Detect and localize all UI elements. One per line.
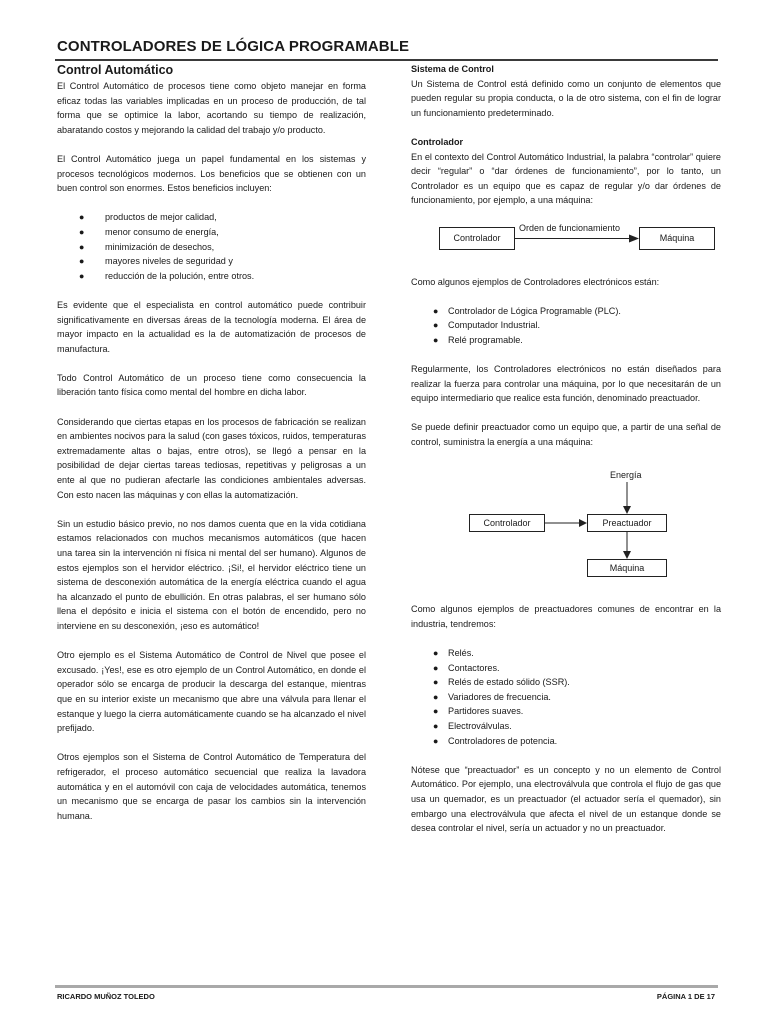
- bullet-icon: ●: [433, 691, 439, 702]
- bullet-icon: ●: [433, 677, 439, 688]
- bullet-icon: ●: [79, 212, 85, 223]
- paragraph: Regularmente, los Controladores electrónicos no están diseñados para realizar la fuerza para controlar una máquina, por lo que necesitarán de un equipo intermediario que realice esta función, denominado preactuador.: [411, 364, 721, 404]
- paragraph: Como algunos ejemplos de Controladores electrónicos están:: [411, 276, 660, 287]
- orden-de-funcionamiento-label: Orden de funcionamiento: [519, 222, 621, 233]
- paragraph: Sin un estudio básico previo, no nos damos cuenta que en la vida cotidiana estamos relacionados con muchos mecanismos automáticos (que hacen una tarea sin la intervención ni física ni mental del ser humano). Algunos de estos ejemplos son el hervidor eléctrico. ¡Si!, el hervidor eléctrico tiene un sistema de desconexión automática de la energía eléctrica cuando el agua ha alcanzado el punto de ebullición. En otras palabras, el ser humano sólo llena el depósito e inicia el sistema con el botón de encendido, pero no interviene en su desconexión, ¡eso es automático!: [57, 518, 366, 631]
- bullet-icon: ●: [433, 735, 439, 746]
- footer-author: RICARDO MUÑOZ TOLEDO: [57, 992, 155, 1001]
- subheading-sistema-de-control: Sistema de Control: [411, 64, 494, 74]
- list-item: ● Electroválvulas.: [411, 719, 721, 734]
- page-number: PÁGINA 1 DE 17: [656, 992, 715, 1001]
- paragraph: Es evidente que el especialista en control automático puede contribuir significativamente en diversas áreas de la tecnología moderna. El área de mayor impacto en la actualidad es la de automatización de procesos de manufactura.: [57, 299, 366, 354]
- list-item: ● productos de mejor calidad,: [57, 210, 366, 225]
- footer-divider: [55, 985, 718, 988]
- paragraph: En el contexto del Control Automático Industrial, la palabra “controlar” quiere decir “regular” o “dar órdenes de funcionamiento”, por lo tanto, un Controlador es un equipo que es capaz de regular y/o dar órdenes de funcionamiento, por ejemplo, a una máquina:: [411, 151, 721, 206]
- section-heading-control-automatico: Control Automático: [57, 63, 174, 77]
- controlador-box: Controlador: [439, 227, 515, 250]
- paragraph: Se puede definir preactuador como un equipo que, a partir de una señal de control, suministra la energía a una máquina:: [411, 422, 721, 448]
- controllers-list: [411, 304, 721, 348]
- bullet-icon: ●: [433, 721, 439, 731]
- preactuador-box: Preactuador: [587, 514, 667, 532]
- bullet-icon: ●: [433, 305, 439, 316]
- list-item: ● Partidores suaves.: [411, 704, 721, 719]
- bullet-icon: ●: [433, 706, 439, 717]
- bullet-icon: ●: [79, 226, 85, 237]
- bullet-icon: ●: [79, 256, 85, 267]
- paragraph: Todo Control Automático de un proceso tiene como consecuencia la liberación tanto física como mental del hombre en dicha labor.: [57, 372, 366, 398]
- paragraph: Otros ejemplos son el Sistema de Control Automático de Temperatura del refrigerador, el proceso automático secuencial que realiza la lavadora automática y en el automóvil con caja de velocidades automática, tenemos un mecanismo que se encarga de pasar los cambios sin la intervención humana.: [57, 752, 366, 821]
- paragraph: Otro ejemplo es el Sistema Automático de Control de Nivel que posee el excusado. ¡Yes!, ese es otro ejemplo de un Control Automático, en donde el operador sólo se encarga de producir la descarga del estanque, mientras que en su interior existe un mecanismo que abre una válvula para llenar el estanque y luego la cierra automáticamente cuando se ha alcanzado el nivel prefijado.: [57, 650, 366, 734]
- controlador-box: Controlador: [469, 514, 545, 532]
- list-item: ● Relés de estado sólido (SSR).: [411, 675, 721, 690]
- energia-label: Energía: [610, 470, 642, 481]
- paragraph: Considerando que ciertas etapas en los procesos de fabricación se realizan en ambientes nocivos para la salud (con gases tóxicos, ruidos, temperaturas extremadamente altas o bajas, entre otros), se llegó a pensar en la posibilidad de dejar ciertas tareas tediosas, repetitivas y peligrosas a un ente al que no pudieran afectarle las condiciones ambientales adversas. Con esto nacen las máquinas y con ellas la automatización.: [57, 416, 366, 500]
- paragraph: Un Sistema de Control está definido como un conjunto de elementos que pueden regular su propia conducta, o la de otro sistema, con el fin de lograr un funcionamiento predeterminado.: [411, 78, 721, 118]
- right-column: [411, 62, 721, 850]
- paragraph: El Control Automático juega un papel fundamental en los sistemas y procesos tecnológicos modernos. Los beneficios que se obtienen con un buen control son enormes. Estos beneficios incluyen:: [57, 153, 366, 194]
- arrows-icon: [411, 464, 721, 592]
- bullet-icon: ●: [433, 662, 439, 673]
- bullet-icon: ●: [79, 241, 85, 252]
- list-item: ● Computador Industrial.: [411, 318, 721, 333]
- bullet-icon: ●: [433, 648, 439, 659]
- maquina-box: Máquina: [587, 559, 667, 577]
- list-item: ● Controladores de potencia.: [411, 734, 721, 749]
- maquina-box: Máquina: [639, 227, 715, 250]
- preactuator-diagram: [411, 464, 721, 592]
- list-item: ● Relés.: [411, 646, 721, 661]
- bullet-icon: ●: [433, 320, 439, 331]
- list-item: ● minimización de desechos,: [57, 240, 366, 255]
- list-item: ● mayores niveles de seguridad y: [57, 254, 366, 269]
- bullet-icon: ●: [433, 334, 439, 345]
- subheading-controlador: Controlador: [411, 136, 464, 147]
- paragraph: El Control Automático de procesos tiene como objeto manejar en forma eficaz todas las variables implicadas en un proceso de producción, de tal forma que se optimice la labor, acortando su tiempo de realización, abaratando costos y mejorando la calidad del trabajo y/o producto.: [57, 81, 366, 135]
- left-column: [57, 62, 366, 838]
- preactuators-list: [411, 646, 721, 748]
- benefits-list: [57, 210, 366, 283]
- controller-machine-diagram: [411, 223, 721, 263]
- paragraph: Como algunos ejemplos de preactuadores comunes de encontrar en la industria, tendremos:: [411, 604, 721, 629]
- list-item: ● Contactores.: [411, 661, 721, 676]
- list-item: ● menor consumo de energía,: [57, 225, 366, 240]
- list-item: ● Variadores de frecuencia.: [411, 690, 721, 705]
- bullet-icon: ●: [79, 270, 85, 281]
- paragraph: Nótese que “preactuador” es un concepto y no un elemento de Control Automático. Por ejemplo, una electroválvula que controla el flujo de gas que usa un quemador, es un preactuador (el actuador sería el quemador), sin embargo una electroválvula que afecta el nivel de un estanque donde se desea controlar el nivel, sería un actuador y no un preactuador.: [411, 764, 721, 834]
- list-item: ● reducción de la polución, entre otros.: [57, 269, 366, 284]
- arrow-icon: [515, 227, 639, 250]
- list-item: ● Controlador de Lógica Programable (PLC).: [411, 304, 721, 319]
- page-title: CONTROLADORES DE LÓGICA PROGRAMABLE: [57, 38, 410, 55]
- title-divider: [55, 59, 718, 61]
- list-item: ● Relé programable.: [411, 333, 721, 348]
